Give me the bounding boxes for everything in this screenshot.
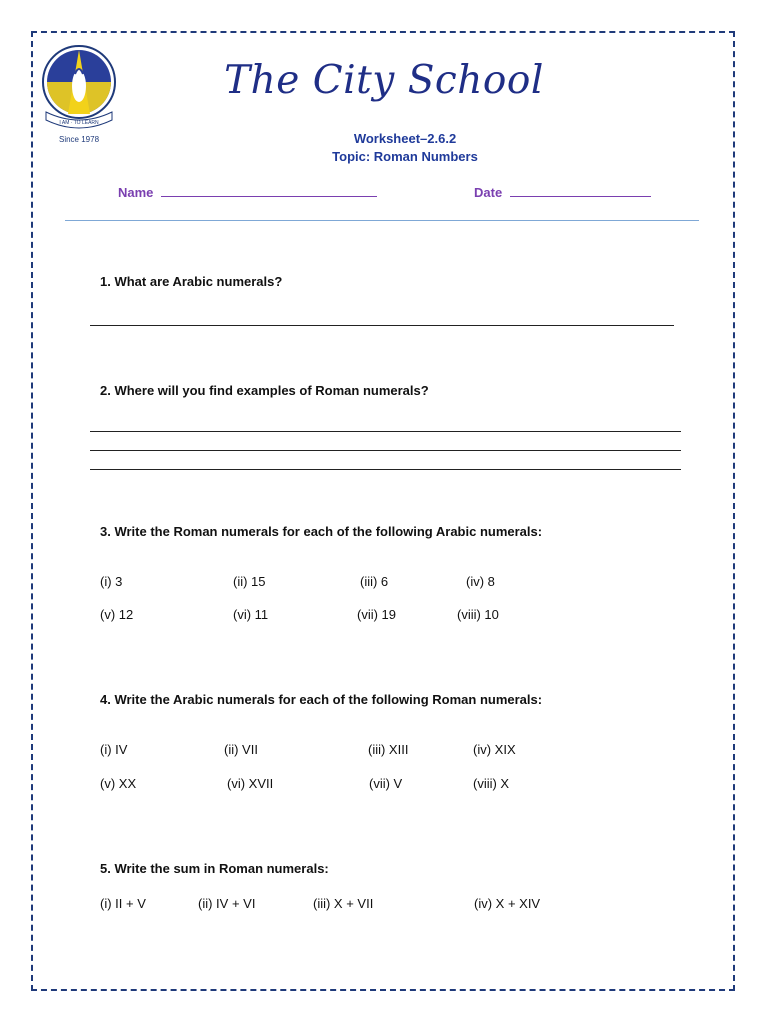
logo-since: Since 1978	[58, 135, 100, 144]
q4-item: (iv) XIX	[473, 742, 516, 757]
q3-item: (viii) 10	[457, 607, 499, 622]
answer-line[interactable]	[90, 431, 681, 432]
name-field	[118, 184, 377, 200]
question-3: 3. Write the Roman numerals for each of the following Arabic numerals:	[100, 524, 543, 539]
name-label: Name	[118, 185, 154, 200]
worksheet-topic: Topic: Roman Numbers	[332, 149, 478, 164]
date-field	[474, 184, 651, 200]
worksheet-number: Worksheet–2.6.2	[353, 131, 457, 146]
question-2: 2. Where will you find examples of Roman numerals?	[100, 383, 429, 398]
header-divider	[65, 220, 699, 221]
q3-item: (iv) 8	[466, 574, 495, 589]
q4-item: (i) IV	[100, 742, 128, 757]
q3-item: (i) 3	[100, 574, 123, 589]
q3-item: (vii) 19	[357, 607, 397, 622]
q5-item: (ii) IV + VI	[198, 896, 256, 911]
q3-item: (vi) 11	[233, 607, 269, 622]
q4-item: (iii) XIII	[368, 742, 409, 757]
q5-item: (i) II + V	[100, 896, 146, 911]
q5-item: (iii) X + VII	[313, 896, 374, 911]
answer-line[interactable]	[90, 469, 681, 470]
date-blank[interactable]	[510, 184, 651, 197]
date-label: Date	[474, 185, 503, 200]
q4-item: (vi) XVII	[227, 776, 274, 791]
page-border	[31, 31, 735, 991]
answer-line[interactable]	[90, 325, 674, 326]
q4-item: (vii) V	[369, 776, 403, 791]
name-blank[interactable]	[161, 184, 377, 197]
q3-item: (v) 12	[100, 607, 134, 622]
q4-item: (v) XX	[100, 776, 137, 791]
logo-motto: I AM · TO LEARN	[59, 120, 99, 126]
q3-item: (iii) 6	[360, 574, 389, 589]
q5-item: (iv) X + XIV	[474, 896, 541, 911]
q3-item: (ii) 15	[233, 574, 266, 589]
answer-line[interactable]	[90, 450, 681, 451]
question-5: 5. Write the sum in Roman numerals:	[100, 861, 329, 876]
q4-item: (viii) X	[473, 776, 510, 791]
q4-item: (ii) VII	[224, 742, 258, 757]
question-1: 1. What are Arabic numerals?	[100, 274, 283, 289]
question-4: 4. Write the Arabic numerals for each of the following Roman numerals:	[100, 692, 543, 707]
school-name: The City School	[224, 58, 544, 103]
